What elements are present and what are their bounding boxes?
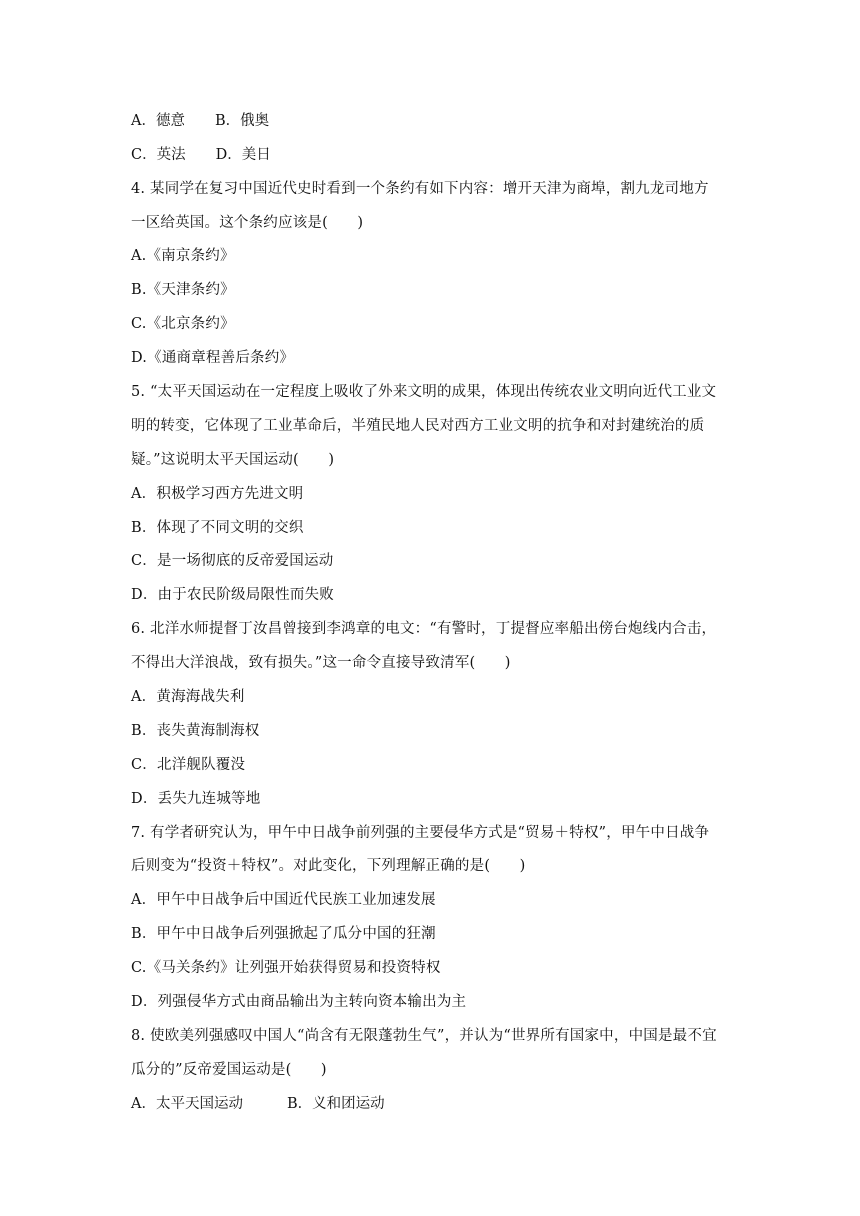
q3-option-a: A．德意 <box>131 113 185 129</box>
q4-option-d: D.《通商章程善后条约》 <box>131 350 295 366</box>
q4-option-c: C.《北京条约》 <box>131 316 235 332</box>
q5-option-c: C．是一场彻底的反帝爱国运动 <box>131 553 334 569</box>
q8-option-a: A．太平天国运动 <box>131 1096 243 1112</box>
q6-option-d: D．丢失九连城等地 <box>131 791 261 807</box>
q5-stem-line-2: 明的转变，它体现了工业革命后，半殖民地人民对西方工业文明的抗争和对封建统治的质 <box>131 418 705 434</box>
q4-option-a: A.《南京条约》 <box>131 248 235 264</box>
q6-stem-line-1: 6. 北洋水师提督丁汝昌曾接到李鸿章的电文：“有警时，丁提督应率船出傍台炮线内合击， <box>131 621 717 637</box>
q7-option-c: C.《马关条约》让列强开始获得贸易和投资特权 <box>131 960 441 976</box>
q8-stem-line-2: 瓜分的”反帝爱国运动是( ) <box>131 1062 327 1078</box>
q3-option-c: C．英法 <box>131 147 186 163</box>
q6-stem-line-2: 不得出大洋浪战，致有损失。”这一命令直接导致清军( ) <box>131 655 511 671</box>
q3-option-b: B．俄奥 <box>214 113 270 129</box>
q7-stem-line-1: 7. 有学者研究认为，甲午中日战争前列强的主要侵华方式是“贸易＋特权”，甲午中日战争 <box>131 825 710 841</box>
q3-options-row-1 <box>131 111 269 131</box>
q8-options-row <box>131 1094 385 1114</box>
q8-option-b: B．义和团运动 <box>286 1096 385 1112</box>
q6-option-a: A．黄海海战失利 <box>131 689 245 705</box>
q3-option-d: D．美日 <box>215 147 271 163</box>
q7-stem-line-2: 后则变为“投资＋特权”。对此变化，下列理解正确的是( ) <box>131 858 526 874</box>
q7-option-b: B．甲午中日战争后列强掀起了瓜分中国的狂潮 <box>131 926 436 942</box>
q5-option-a: A．积极学习西方先进文明 <box>131 486 304 502</box>
q5-option-d: D．由于农民阶级局限性而失败 <box>131 587 334 603</box>
q6-option-c: C．北洋舰队覆没 <box>131 757 246 773</box>
q6-option-b: B．丧失黄海制海权 <box>131 723 260 739</box>
q4-option-b: B.《天津条约》 <box>131 282 235 298</box>
q5-stem-line-1: 5. “太平天国运动在一定程度上吸收了外来文明的成果，体现出传统农业文明向近代工业文 <box>131 384 717 400</box>
q7-option-d: D．列强侵华方式由商品输出为主转向资本输出为主 <box>131 994 467 1010</box>
q4-stem-line-1: 4. 某同学在复习中国近代史时看到一个条约有如下内容：增开天津为商埠，割九龙司地方 <box>131 181 709 197</box>
q8-stem-line-1: 8. 使欧美列强感叹中国人“尚含有无限蓬勃生气”，并认为“世界所有国家中，中国是最不宜 <box>131 1028 717 1044</box>
q5-option-b: B．体现了不同文明的交织 <box>131 520 304 536</box>
q7-option-a: A．甲午中日战争后中国近代民族工业加速发展 <box>131 892 436 908</box>
q3-options-row-2 <box>131 145 271 165</box>
q5-stem-line-3: 疑。”这说明太平天国运动( ) <box>131 452 335 468</box>
q4-stem-line-2: 一区给英国。这个条约应该是( ) <box>131 215 364 231</box>
